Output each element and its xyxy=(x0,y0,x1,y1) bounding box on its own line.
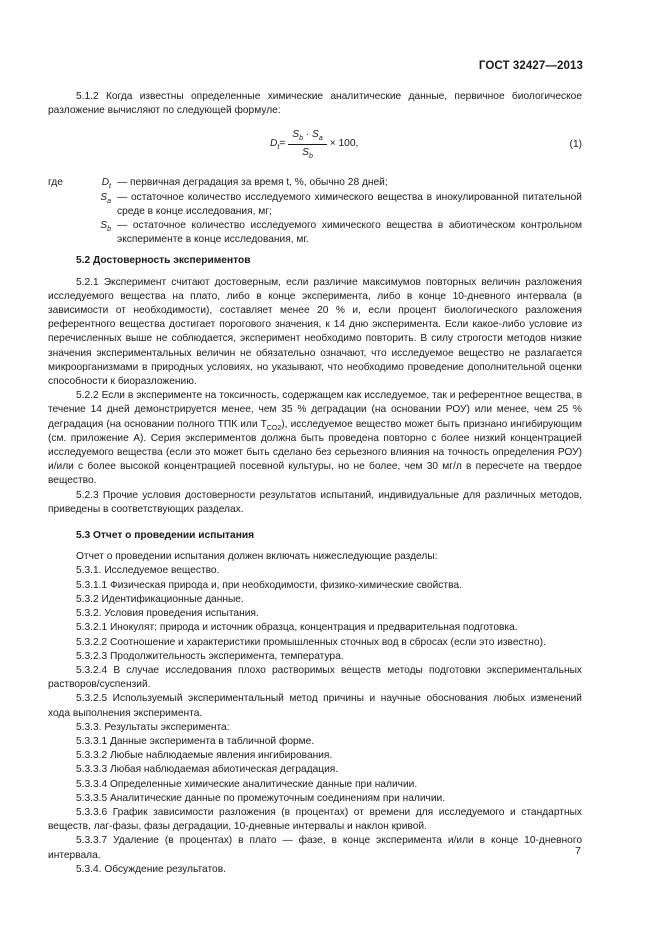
report-item: 5.3.2.3 Продолжительность эксперимента, температура. xyxy=(76,650,344,662)
formula-block xyxy=(48,124,582,168)
definition-text: — первичная деградация за время t, %, обычно 28 дней; xyxy=(117,177,388,189)
formula-lhs: $D_t$ xyxy=(270,138,280,152)
formula-denominator: $S_b$ xyxy=(302,146,313,160)
report-item: Отчет о проведении испытания должен включать нижеследующие разделы: xyxy=(76,551,438,563)
formula-times-100: × 100, xyxy=(329,138,359,149)
definition-symbol: $S_a$ xyxy=(100,191,111,205)
page-content xyxy=(48,90,582,877)
report-item: 5.3.3.4 Определенные химические аналитические данные при наличии. xyxy=(76,778,418,790)
definition-text: — остаточное количество исследуемого химического вещества в инокулированной питательной среде в конце исследования, мг; xyxy=(117,191,582,217)
definition-text: — остаточное количество исследуемого химического вещества в абиотическом контрольном эксперименте в конце исследования, мг. xyxy=(117,220,582,246)
paragraph-5-2-3: 5.2.3 Прочие условия достоверности результатов испытаний, индивидуальные для различных методов, приведены в соответствующих разделах. xyxy=(48,489,582,515)
formula-fraction xyxy=(288,128,326,159)
report-item: 5.3.1.1 Физическая природа и, при необходимости, физико-химические свойства. xyxy=(76,579,462,591)
report-item: 5.3.2. Условия проведения испытания. xyxy=(76,608,259,620)
section-5-2-heading: 5.2 Достоверность экспериментов xyxy=(76,255,251,267)
definition-symbol: $S_b$ xyxy=(100,220,111,234)
definitions-list xyxy=(48,176,582,247)
section-5-3-heading: 5.3 Отчет о проведении испытания xyxy=(76,530,255,542)
report-item: 5.3.2.4 В случае исследования плохо растворимых веществ методы подготовки экспериментальных растворов/суспензий. xyxy=(48,664,582,691)
report-item: 5.3.3.1 Данные эксперимента в табличной форме. xyxy=(76,735,315,747)
definition-symbol: $D_t$ xyxy=(101,177,111,191)
standard-header: ГОСТ 32427—2013 xyxy=(478,60,583,72)
where-label: где xyxy=(48,177,63,189)
definition-dt xyxy=(48,176,582,190)
paragraph-5-1-2: 5.1.2 Когда известны определенные химические аналитические данные, первичное биологическое разложение вычисляют по следующей формуле: xyxy=(48,91,582,117)
report-item: 5.3.3. Результаты эксперимента: xyxy=(76,721,230,733)
page-number: 7 xyxy=(575,845,581,857)
report-item: 5.3.3.6 График зависимости разложения (в процентах) от времени для исследуемого и стандартных веществ, лаг-фазы, фазы деградации, 10-дневные интервалы и наклон кривой. xyxy=(48,806,582,833)
formula-numerator: $S_b \cdot S_a$ xyxy=(288,128,326,144)
report-item: 5.3.3.7 Удаление (в процентах) в плато — фазе, в конце эксперимента и/или в конце 10-дневного интервала. xyxy=(48,835,582,861)
report-item: 5.3.3.3 Любая наблюдаемая абиотическая деградация. xyxy=(76,764,339,776)
report-item: 5.3.2.2 Соотношение и характеристики промышленных сточных вод в сбросах (если это известно). xyxy=(76,636,546,648)
report-item: 5.3.2.5 Используемый экспериментальный метод причины и научные обоснования любых изменений хода выполнения эксперимента. xyxy=(48,693,582,719)
paragraph-5-2-1: 5.2.1 Эксперимент считают достоверным, если различие максимумов повторных величин разложения исследуемого вещества на плато, либо в конце эксперимента, либо в конце 10-дневного интервала (в зависимости от необходимости), составляет менее 20 % и, если процент биологического разложения референтного вещества достигает порогового значения, к 14 дню эксперимента. Если какое-либо условие из перечисленных выше не соблюдается, эксперимент необходимо повторить. В силу строгости методов низкие значения экспериментальных величин не обязательно означают, что исследуемое вещество не разлагается микроорганизмами в природных условиях, но указывают, что необходимо проведение дополнительной оценки способности к биоразложению. xyxy=(48,276,582,388)
report-item: 5.3.3.5 Аналитические данные по промежуточным соединениям при наличии. xyxy=(76,792,446,804)
formula-number: (1) xyxy=(569,139,582,151)
report-item: 5.3.2.1 Инокулят: природа и источник образца, концентрация и предварительная подготовка. xyxy=(76,622,518,634)
report-item: 5.3.1. Исследуемое вещество. xyxy=(76,565,220,577)
report-item: 5.3.4. Обсуждение результатов. xyxy=(76,863,226,875)
paragraph-5-2-2: 5.2.2 Если в эксперименте на токсичность, содержащем как исследуемое, так и референтное вещества, в течение 14 дней демонстрируется менее, чем 35 % деградации (на основании РОУ) или менее, чем 25 % деградация (на основании полного ТПК или $Т_{CO2}$), исследуемое вещество может быть признано ингибирующим (см. приложение А). Серия экспериментов должна быть проведена повторно с более низкий концентрацией исследуемого вещества (если это может быть сделано без серьезного влияния на точность определения РОУ) и/или с более высокой концентрацией посевной культуры, но не более, чем 30 мг/л в пересчете на твердое вещество. xyxy=(48,390,582,487)
formula-equals: = xyxy=(279,138,286,149)
report-item: 5.3.3.2 Любые наблюдаемые явления ингибирования. xyxy=(76,750,333,762)
definition-sb xyxy=(48,219,582,247)
definition-sa xyxy=(48,191,582,219)
formula xyxy=(270,128,358,159)
report-item: 5.3.2 Идентификационные данные. xyxy=(76,593,244,605)
